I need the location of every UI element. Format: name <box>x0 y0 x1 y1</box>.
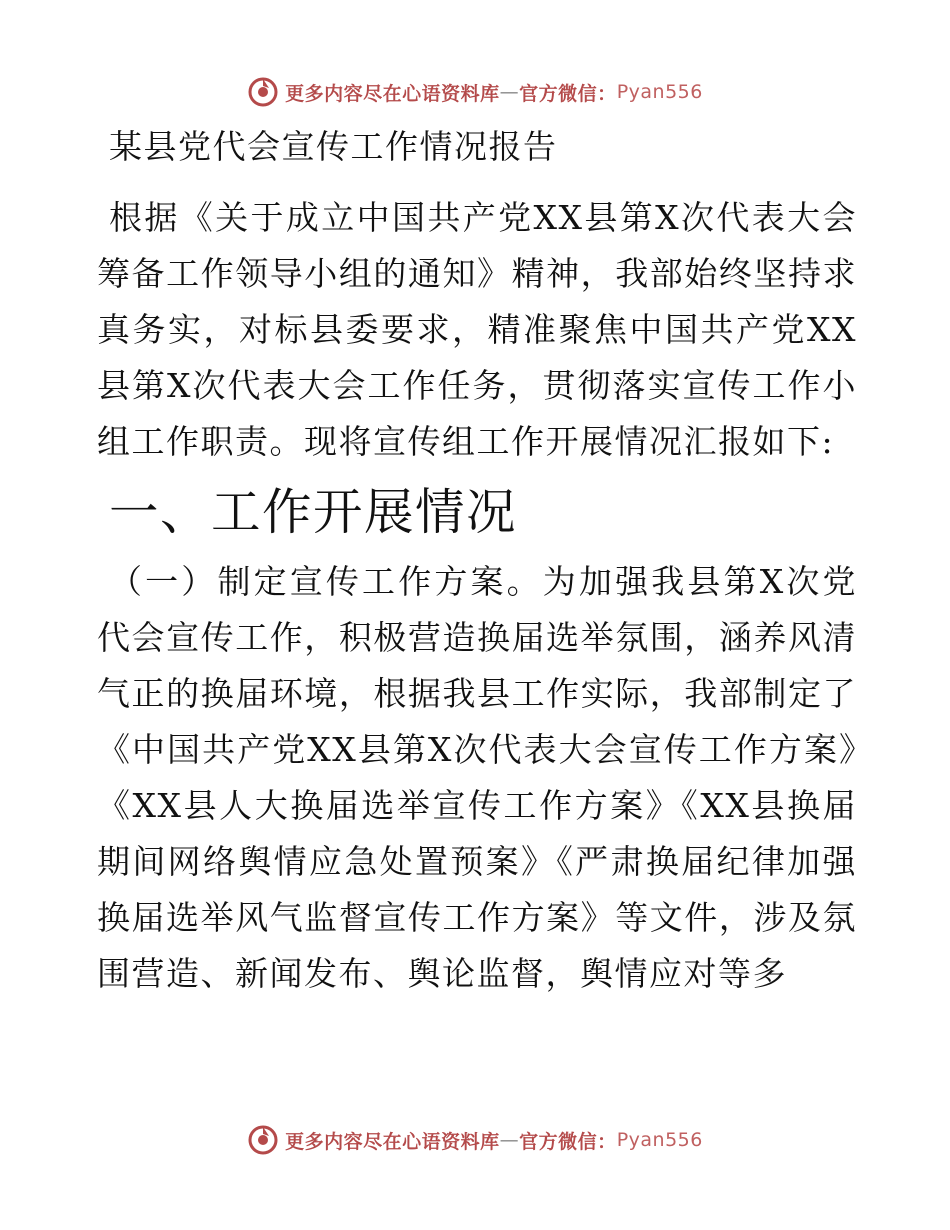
logo-icon <box>247 76 279 108</box>
watermark-separator: — <box>499 1129 520 1151</box>
watermark-text: 更多内容尽在心语资料库 <box>285 82 500 105</box>
watermark-footer <box>0 1120 950 1160</box>
intro-paragraph: 根据《关于成立中国共产党XX县第X次代表大会筹备工作领导小组的通知》精神，我部始终坚持求真务实，对标县委要求，精准聚焦中国共产党XX县第X次代表大会工作任务，贯彻落实宣传工作小组工作职责。现将宣传组工作开展情况汇报如下: <box>97 198 857 461</box>
watermark-label: 官方微信： <box>519 82 617 105</box>
watermark-text: 更多内容尽在心语资料库 <box>285 1130 500 1153</box>
logo-icon <box>247 1124 279 1156</box>
watermark-id: Pyan556 <box>616 1129 703 1151</box>
section-heading: 一、工作开展情况 <box>109 483 517 541</box>
watermark-header <box>0 72 950 112</box>
document-title: 某县党代会宣传工作情况报告 <box>109 127 558 166</box>
watermark-label: 官方微信： <box>519 1130 617 1153</box>
document-body <box>97 118 857 1016</box>
watermark-id: Pyan556 <box>616 81 703 103</box>
section-paragraph: （一）制定宣传工作方案。为加强我县第X次党代会宣传工作，积极营造换届选举氛围，涵养风清气正的换届环境，根据我县工作实际，我部制定了《中国共产党XX县第X次代表大会宣传工作方案》《XX县人大换届选举宣传工作方案》《XX县换届期间网络舆情应急处置预案》《严肃换届纪律加强换届选举风气监督宣传工作方案》等文件，涉及氛围营造、新闻发布、舆论监督，舆情应对等多 <box>97 562 857 993</box>
watermark-separator: — <box>499 81 520 103</box>
